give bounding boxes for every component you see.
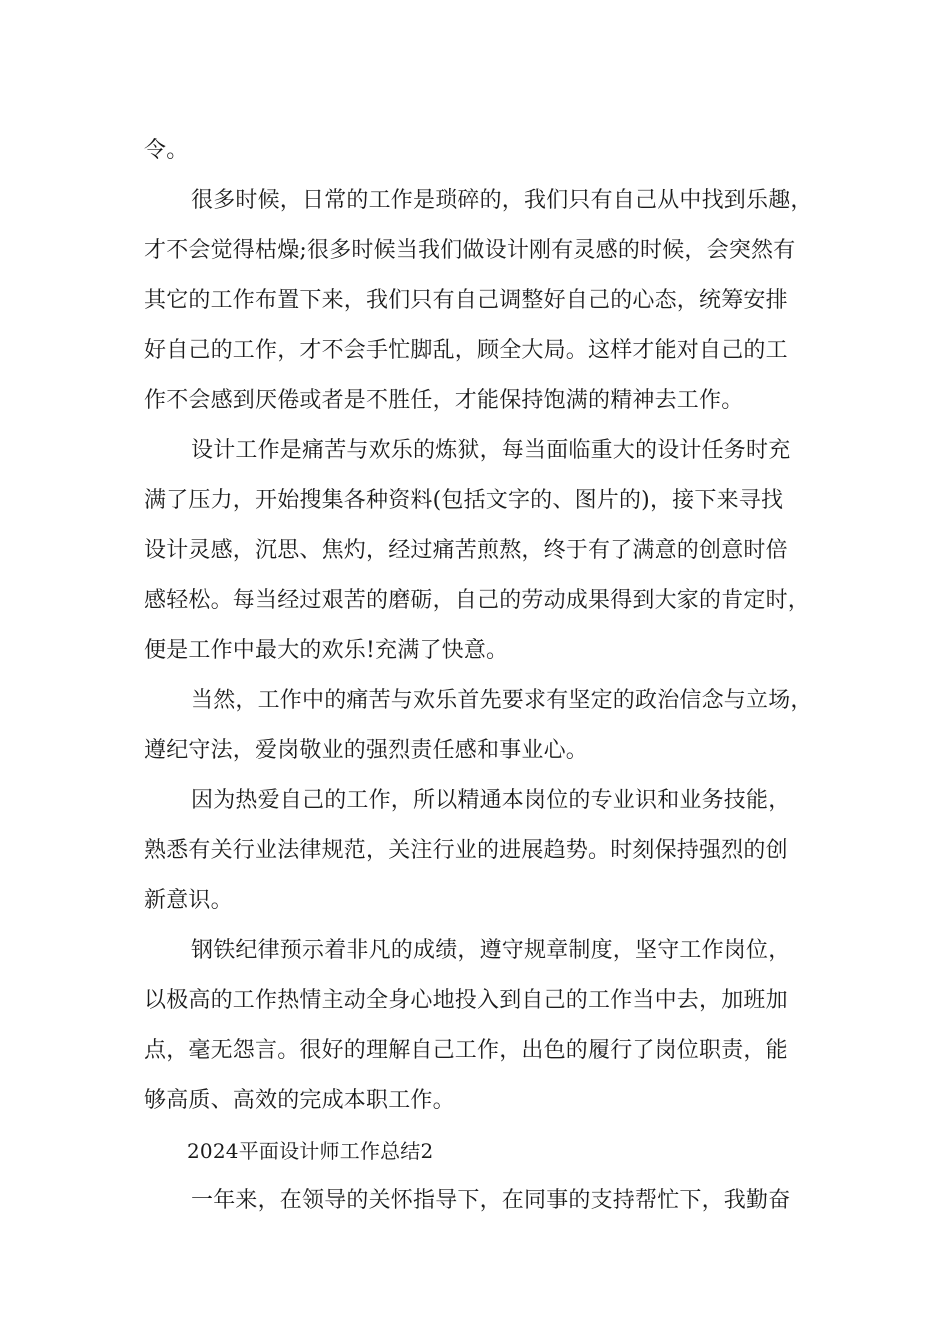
document-page xyxy=(144,126,834,1226)
paragraph-line: 感轻松。每当经过艰苦的磨砺，自己的劳动成果得到大家的肯定时， xyxy=(144,588,811,613)
paragraph-line: 其它的工作布置下来，我们只有自己调整好自己的心态，统筹安排 xyxy=(144,288,788,313)
paragraph-6 xyxy=(144,1176,834,1226)
paragraph-line: 熟悉有关行业法律规范，关注行业的进展趋势。时刻保持强烈的创 xyxy=(144,838,788,863)
paragraph-line: 因为热爱自己的工作，所以精通本岗位的专业识和业务技能， xyxy=(191,788,791,813)
paragraph-line: 钢铁纪律预示着非凡的成绩，遵守规章制度，坚守工作岗位， xyxy=(191,938,791,963)
paragraph-line: 好自己的工作，才不会手忙脚乱，顾全大局。这样才能对自己的工 xyxy=(144,338,788,363)
paragraph-1 xyxy=(144,176,834,426)
paragraph-line: 设计工作是痛苦与欢乐的炼狱，每当面临重大的设计任务时充 xyxy=(191,438,791,463)
paragraph-line: 一年来，在领导的关怀指导下，在同事的支持帮忙下，我勤奋 xyxy=(191,1188,791,1213)
paragraph-line: 够高质、高效的完成本职工作。 xyxy=(144,1088,455,1113)
paragraph-line: 很多时候，日常的工作是琐碎的，我们只有自己从中找到乐趣， xyxy=(191,188,813,213)
paragraph-3 xyxy=(144,676,834,776)
paragraph-5 xyxy=(144,926,834,1126)
paragraph-line: 令。 xyxy=(144,138,189,163)
paragraph-line: 满了压力，开始搜集各种资料(包括文字的、图片的)，接下来寻找 xyxy=(144,488,784,513)
paragraph-line: 遵纪守法，爱岗敬业的强烈责任感和事业心。 xyxy=(144,738,589,763)
paragraph-line: 设计灵感，沉思、焦灼，经过痛苦煎熬，终于有了满意的创意时倍 xyxy=(144,538,788,563)
paragraph-line: 作不会感到厌倦或者是不胜任，才能保持饱满的精神去工作。 xyxy=(144,388,744,413)
section-heading: 2024平面设计师工作总结2 xyxy=(187,1139,434,1163)
paragraph-line: 便是工作中最大的欢乐!充满了快意。 xyxy=(144,638,509,663)
paragraph-line: 新意识。 xyxy=(144,888,233,913)
paragraph-2 xyxy=(144,426,834,676)
paragraph-4 xyxy=(144,776,834,926)
paragraph-line: 当然，工作中的痛苦与欢乐首先要求有坚定的政治信念与立场， xyxy=(191,688,813,713)
paragraph-line: 点，毫无怨言。很好的理解自己工作，出色的履行了岗位职责，能 xyxy=(144,1038,788,1063)
paragraph-line: 才不会觉得枯燥;很多时候当我们做设计刚有灵感的时候，会突然有 xyxy=(144,238,796,263)
paragraph-0 xyxy=(144,126,834,176)
paragraph-line: 以极高的工作热情主动全身心地投入到自己的工作当中去，加班加 xyxy=(144,988,788,1013)
